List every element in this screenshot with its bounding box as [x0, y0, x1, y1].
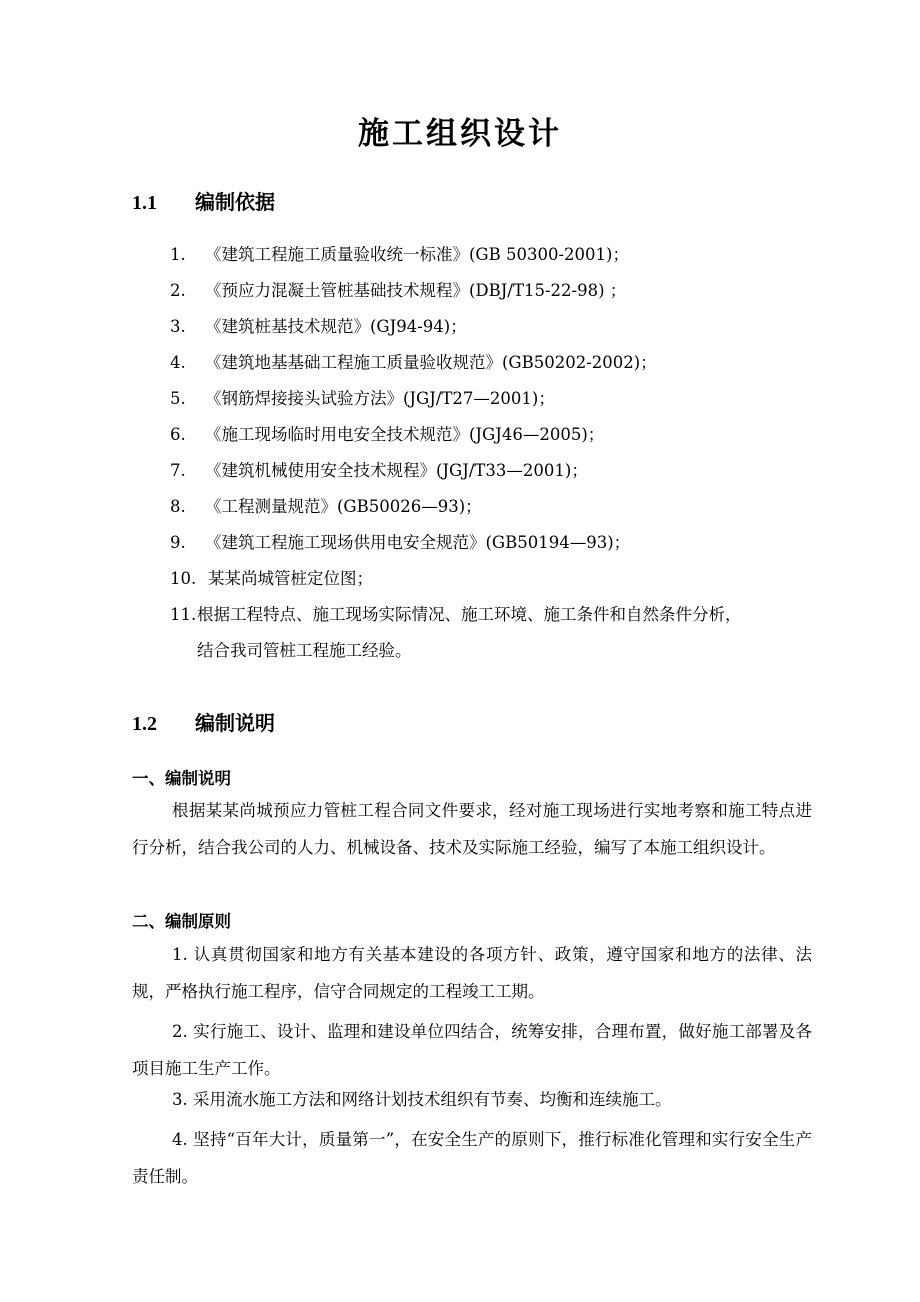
- list-item-index: 7.: [170, 461, 186, 480]
- list-item: [170, 312, 820, 348]
- basis-list: [170, 240, 820, 665]
- list-item-index: 9.: [170, 533, 186, 552]
- list-item-index: 2.: [170, 281, 186, 300]
- list-item-index: 10.: [170, 569, 197, 588]
- section-number: 1.1: [132, 192, 157, 214]
- list-item-text: 《建筑工程施工现场供用电安全规范》(GB50194—93)；: [205, 533, 631, 552]
- list-item-text: 《建筑桩基技术规范》(GJ94-94)；: [205, 317, 467, 336]
- section-heading-1-2: [132, 707, 275, 736]
- subsection-heading-explanation: 一、编制说明: [132, 769, 231, 788]
- list-item-index: 5.: [170, 389, 186, 408]
- subsection-heading-principles: 二、编制原则: [132, 912, 231, 931]
- paragraph-principle-3: 3. 采用流水施工方法和网络计划技术组织有节奏、均衡和连续施工。: [172, 1090, 672, 1109]
- list-item-text: 某某尚城管桩定位图；: [208, 569, 373, 588]
- list-item: [170, 348, 820, 384]
- list-item: [170, 600, 820, 665]
- paragraph-principle-2: 2. 实行施工、设计、监理和建设单位四结合，统筹安排，合理布置，做好施工部署及各项目施工生产工作。: [132, 1022, 812, 1078]
- paragraph-explanation: 根据某某尚城预应力管桩工程合同文件要求，经对施工现场进行实地考察和施工特点进行分析，结合我公司的人力、机械设备、技术及实际施工经验，编写了本施工组织设计。: [132, 801, 812, 857]
- list-item-text: 《施工现场临时用电安全技术规范》(JGJ46—2005)；: [205, 425, 605, 444]
- list-item-index: 4.: [170, 353, 186, 372]
- list-item-text: 根据工程特点、施工现场实际情况、施工环境、施工条件和自然条件分析，: [197, 605, 742, 624]
- list-item: [170, 528, 820, 564]
- list-item-text: 《建筑工程施工质量验收统一标准》(GB 50300-2001)；: [205, 245, 629, 264]
- list-item: [170, 456, 820, 492]
- list-item: [170, 564, 820, 600]
- list-item: [170, 492, 820, 528]
- list-item-text: 《预应力混凝土管桩基础技术规程》(DBJ/T15-22-98) ；: [205, 281, 627, 300]
- list-item-index: 1.: [170, 245, 186, 264]
- section-title: 编制说明: [195, 711, 275, 735]
- section-title: 编制依据: [195, 190, 275, 214]
- list-item-text: 《钢筋焊接接头试验方法》(JGJ/T27—2001)；: [205, 389, 555, 408]
- list-item-text: 《建筑地基基础工程施工质量验收规范》(GB50202-2002)；: [205, 353, 657, 372]
- list-item-index: 3.: [170, 317, 186, 336]
- list-item-index: 11.: [170, 605, 197, 624]
- list-item: [170, 276, 820, 312]
- paragraph-principle-1: 1. 认真贯彻国家和地方有关基本建设的各项方针、政策，遵守国家和地方的法律、法规，严格执行施工程序，信守合同规定的工程竣工工期。: [132, 945, 812, 1001]
- list-item-index: 8.: [170, 497, 186, 516]
- section-number: 1.2: [132, 713, 157, 735]
- list-item-continuation: 结合我司管桩工程施工经验。: [197, 641, 412, 660]
- section-heading-1-1: [132, 186, 275, 215]
- list-item: [170, 384, 820, 420]
- list-item-text: 《工程测量规范》(GB50026—93)；: [205, 497, 482, 516]
- list-item: [170, 240, 820, 276]
- list-item-index: 6.: [170, 425, 186, 444]
- list-item: [170, 420, 820, 456]
- document-title: 施工组织设计: [358, 116, 562, 152]
- list-item-text: 《建筑机械使用安全技术规程》(JGJ/T33—2001)；: [205, 461, 588, 480]
- paragraph-principle-4: 4. 坚持“百年大计，质量第一”，在安全生产的原则下，推行标准化管理和实行安全生产责任制。: [132, 1130, 812, 1186]
